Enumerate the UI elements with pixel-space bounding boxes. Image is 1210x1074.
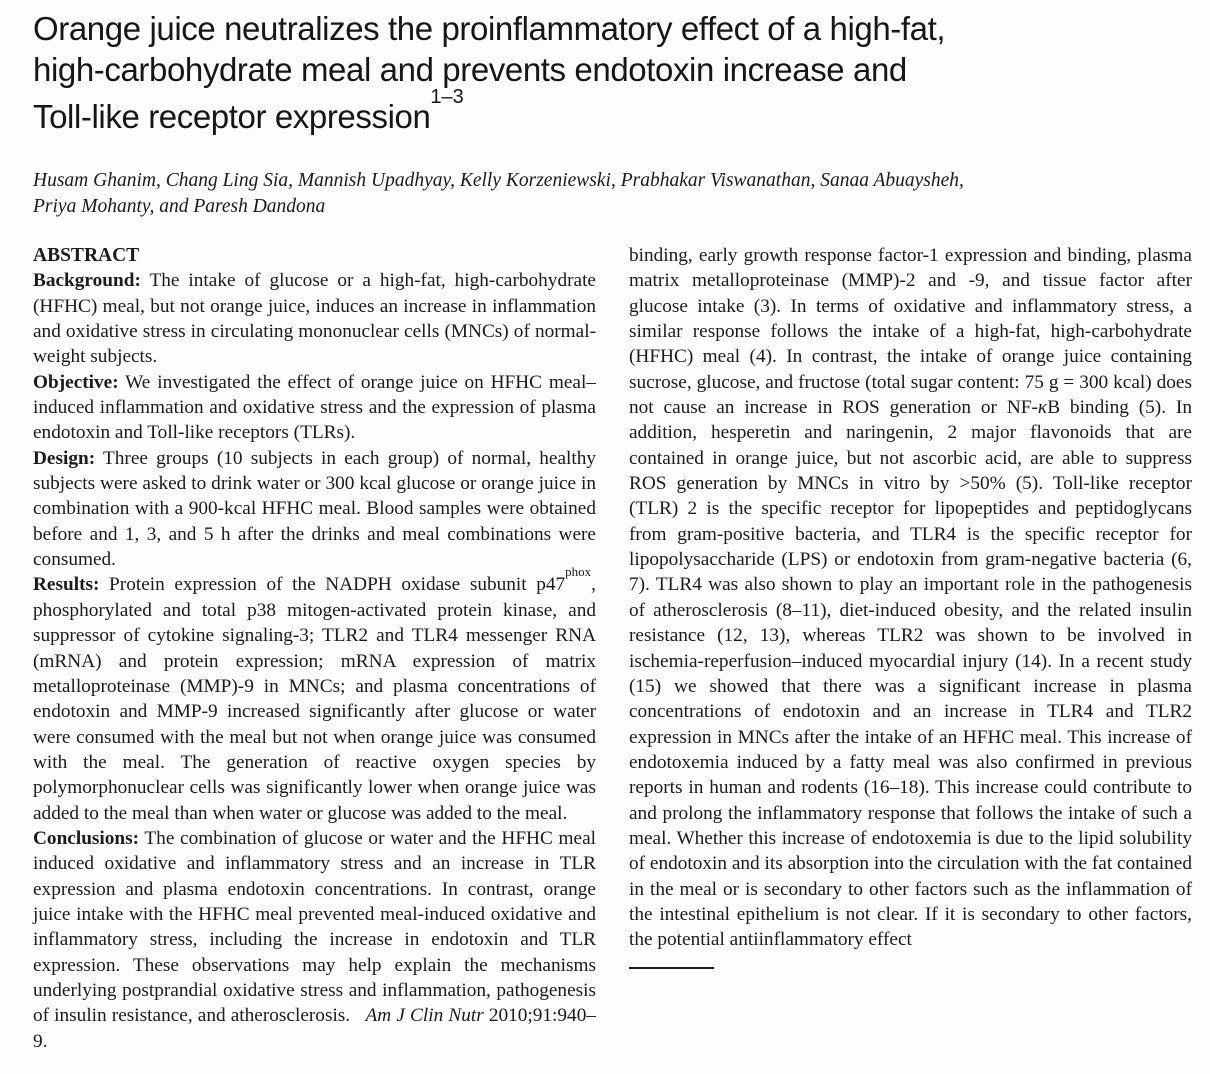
abstract-column [33, 243, 596, 1054]
abstract-heading: ABSTRACT [33, 245, 140, 266]
objective-text: We investigated the effect of orange juice on HFHC meal–induced inflammation and oxidative stress and the expression of plasma endotoxin and Toll-like receptors (TLRs). [33, 371, 596, 444]
conclusions-label: Conclusions: [33, 827, 140, 849]
introduction-paragraph [629, 243, 1192, 953]
introduction-text-after-kappa: B binding (5). In addition, hesperetin and naringenin, 2 major flavonoids that are contained in orange juice, but not ascorbic acid, are able to suppress ROS generation by MNCs in vitro by >50% (5). Toll-like receptor (TLR) 2 is the specific receptor for lipopeptides and peptidoglycans from gram-positive bacteria, and TLR4 is the specific receptor for lipopolysaccharide (LPS) or endotoxin from gram-negative bacteria (6, 7). TLR4 was also shown to play an important role in the pathogenesis of atherosclerosis (8–11), diet-induced obesity, and the related insulin resistance (12, 13), whereas TLR2 was shown to be involved in ischemia-reperfusion–induced myocardial injury (14). In a recent study (15) we showed that there was a significant increase in plasma concentrations of endotoxin and an increase in TLR4 and TLR2 expression in MNCs after the intake of an HFHC meal. This increase of endotoxemia induced by a fatty meal was also confirmed in previous reports in human and rodents (16–18). This increase could contribute to and prolong the inflammatory response that follows the intake of such a meal. Whether this increase of endotoxemia is due to the lipid solubility of endotoxin and its absorption into the circulation with the fat contained in the meal or is secondary to other factors such as the inflammation of the intestinal epithelium is not clear. If it is secondary to other factors, the potential antiinflammatory effect [629, 397, 1192, 951]
authors-line-2: Priya Mohanty, and Paresh Dandona [33, 195, 326, 217]
introduction-column [629, 243, 1192, 1054]
title-line-3-text: Toll-like receptor expression [33, 98, 431, 135]
design-label: Design: [33, 447, 96, 469]
author-list [33, 168, 1192, 219]
title-line-2: high-carbohydrate meal and prevents endotoxin increase and [33, 51, 907, 88]
two-column-body [33, 243, 1192, 1054]
abstract-background-paragraph [33, 268, 596, 369]
citation-journal: Am J Clin Nutr [365, 1005, 484, 1027]
abstract-design-paragraph [33, 446, 596, 573]
introduction-text-before-kappa: binding, early growth response factor-1 expression and binding, plasma matrix metalloproteinase (MMP)-2 and -9, and tissue factor after glucose intake (3). In terms of oxidative and inflammatory stress, a similar response follows the intake of a high-fat, high-carbohydrate (HFHC) meal (4). In contrast, the intake of orange juice containing sucrose, glucose, and fructose (total sugar content: 75 g = 300 kcal) does not cause an increase in ROS generation or NF- [629, 245, 1192, 419]
authors-line-1: Husam Ghanim, Chang Ling Sia, Mannish Upadhyay, Kelly Korzeniewski, Prabhakar Viswanathan, Sanaa Abuaysheh, [33, 170, 964, 191]
abstract-objective-paragraph [33, 370, 596, 446]
title-line-1: Orange juice neutralizes the proinflammatory effect of a high-fat, [33, 10, 946, 47]
title-footnote-superscript: 1–3 [430, 86, 464, 108]
background-text: The intake of glucose or a high-fat, high-carbohydrate (HFHC) meal, but not orange juice, induces an increase in inflammation and oxidative stress in circulating mononuclear cells (MNCs) of normal-weight subjects. [33, 270, 596, 368]
footnote-separator-rule [629, 967, 714, 969]
objective-label: Objective: [33, 371, 119, 393]
abstract-conclusions-paragraph [33, 826, 596, 1054]
article-header [33, 8, 1192, 219]
greek-kappa: κ [1037, 397, 1048, 419]
citation-volume-pages: 2010;91:940–9. [33, 1005, 596, 1052]
conclusions-text: The combination of glucose or water and the HFHC meal induced oxidative and inflammatory stress and an increase in TLR expression and plasma endotoxin concentrations. In contrast, orange juice intake with the HFHC meal prevented meal-induced oxidative and inflammatory stress, including the increase in endotoxin and TLR expression. These observations may help explain the mechanisms underlying postprandial oxidative stress and inflammation, pathogenesis of insulin resistance, and atherosclerosis. [33, 827, 596, 1027]
results-text-before-sup: Protein expression of the NADPH oxidase subunit p47 [109, 574, 566, 596]
abstract-results-paragraph [33, 564, 596, 825]
design-text: Three groups (10 subjects in each group) of normal, healthy subjects were asked to drink water or 300 kcal glucose or orange juice in combination with a 900-kcal HFHC meal. Blood samples were obtained before and 1, 3, and 5 h after the drinks and meal combinations were consumed. [33, 447, 596, 571]
background-label: Background: [33, 270, 141, 292]
results-text-after-sup: , phosphorylated and total p38 mitogen-activated protein kinase, and suppressor of cytokine signaling-3; TLR2 and TLR4 messenger RNA (mRNA) and protein expression; mRNA expression of matrix metalloproteinase (MMP)-9 in MNCs; and plasma concentrations of endotoxin and MMP-9 increased significantly after glucose or water were consumed with the meal but not when orange juice was consumed with the meal. The generation of reactive oxygen species by polymorphonuclear cells was significantly lower when orange juice was added to the meal than when water or glucose was added to the meal. [33, 574, 596, 824]
title-line-3 [33, 86, 1192, 137]
phox-superscript: phox [565, 564, 592, 580]
article-title [33, 8, 1192, 137]
results-label: Results: [33, 574, 100, 596]
